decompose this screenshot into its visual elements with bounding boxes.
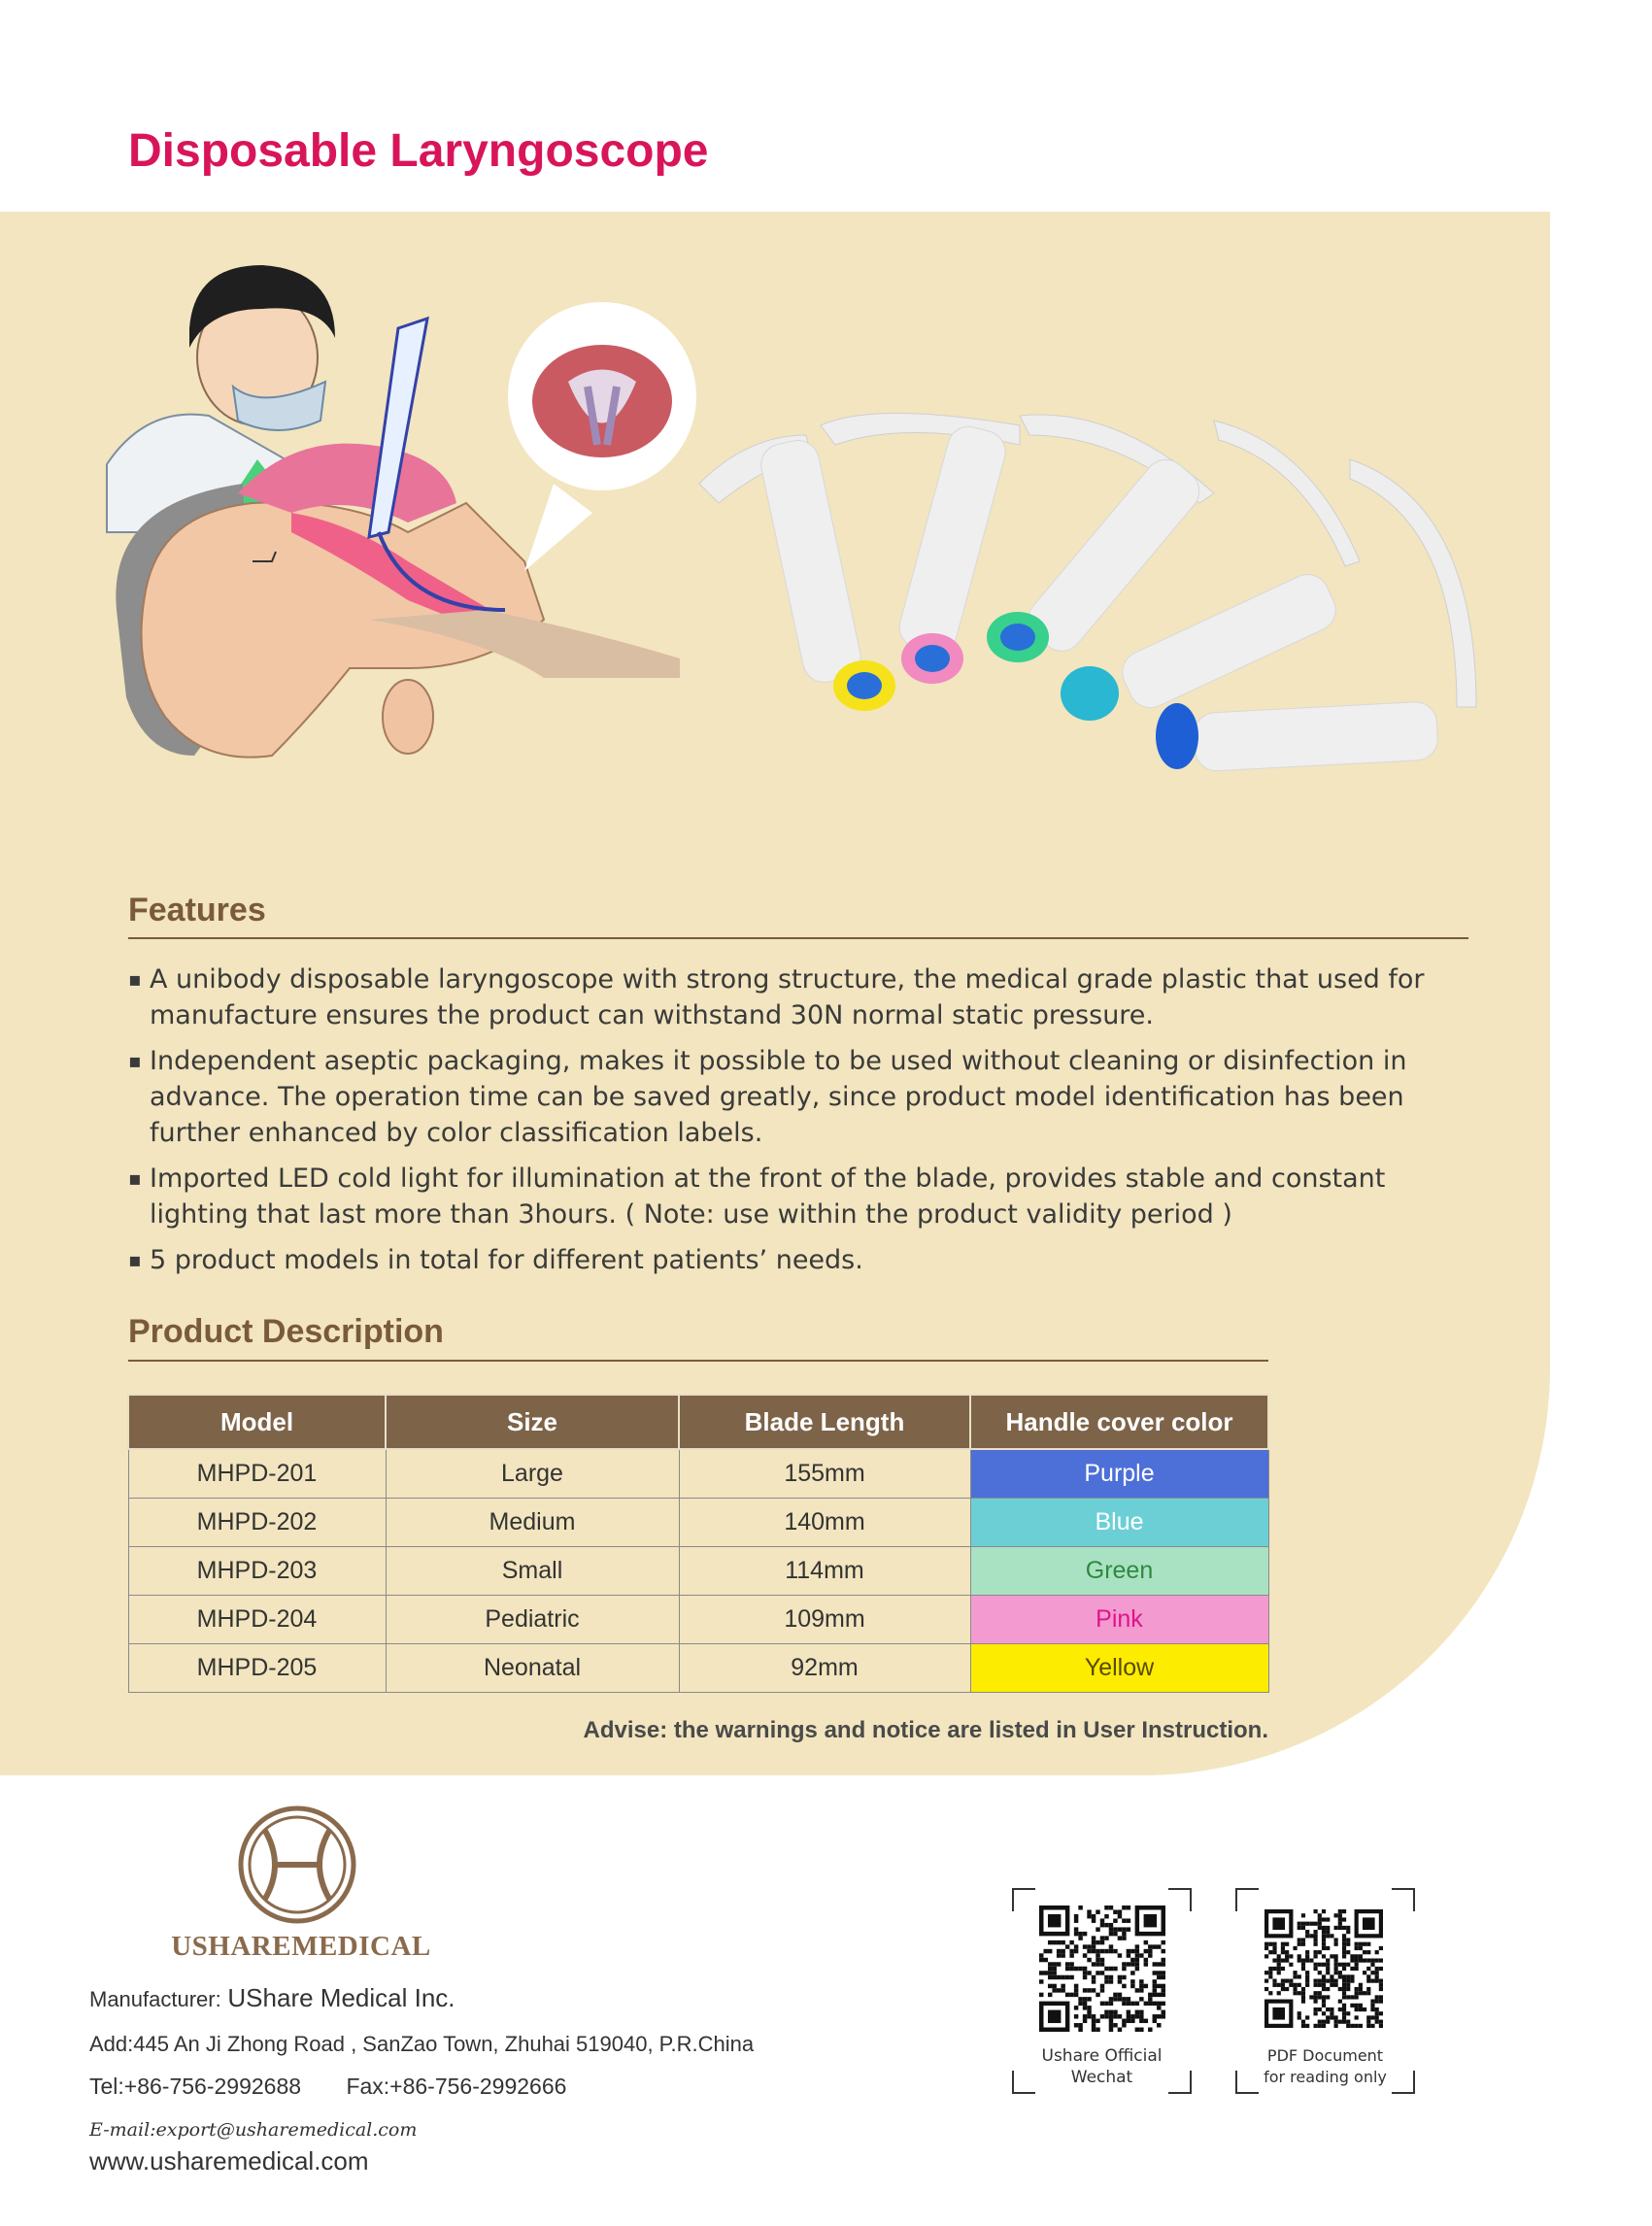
email: E-mail:export@usharemedical.com (89, 2119, 418, 2141)
blade-length-cell: 155mm (679, 1449, 970, 1499)
features-list (128, 961, 1488, 1288)
manufacturer-label: Manufacturer: (89, 1987, 221, 2011)
qr-caption: Ushare Official Wechat (1041, 2046, 1163, 2087)
brand-name: USHAREMEDICAL (171, 1931, 431, 1962)
bullet-icon: ▪ (128, 967, 142, 991)
size-cell: Neonatal (386, 1644, 679, 1693)
table-row (128, 1596, 1268, 1644)
product-illustration (0, 212, 1550, 892)
ushare-logo-icon (236, 1804, 358, 1926)
blade-length-cell: 92mm (679, 1644, 970, 1693)
model-cell: MHPD-204 (128, 1596, 386, 1644)
qr-caption: PDF Document for reading only (1264, 2046, 1387, 2086)
blade-length-cell: 140mm (679, 1499, 970, 1547)
features-divider (128, 937, 1468, 939)
table-row (128, 1547, 1268, 1596)
feature-item: ▪ A unibody disposable laryngoscope with strong structure, the medical grade plastic that used for manufacture ensures the product can withstand 30N normal static pressure. (128, 961, 1488, 1033)
product-description-heading: Product Description (128, 1313, 444, 1350)
tel: Tel:+86-756-2992688 (89, 2074, 302, 2099)
phone-line (89, 2074, 566, 2100)
feature-item: ▪ Imported LED cold light for illumination at the front of the blade, provides stable and constant lighting that last more than 3hours. ( Note: use within the product validity period ) (128, 1161, 1488, 1232)
column-header-handle-color: Handle cover color (970, 1395, 1268, 1449)
qr-code-icon (1264, 1909, 1383, 2028)
bullet-icon: ▪ (128, 1248, 142, 1271)
table-header-row (128, 1395, 1268, 1449)
advise-note: Advise: the warnings and notice are listed in User Instruction. (583, 1717, 1268, 1743)
blade-length-cell: 114mm (679, 1547, 970, 1596)
handle-color-cell: Blue (970, 1499, 1268, 1547)
fax: Fax:+86-756-2992666 (346, 2074, 567, 2099)
features-heading: Features (128, 892, 266, 928)
manufacturer-line (89, 1983, 455, 2013)
laryngoscope-blades (699, 414, 1476, 772)
size-cell: Small (386, 1547, 679, 1596)
size-cell: Pediatric (386, 1596, 679, 1644)
blade-yellow (699, 435, 895, 711)
column-header-model: Model (128, 1395, 386, 1449)
model-cell: MHPD-202 (128, 1499, 386, 1547)
handle-color-cell: Green (970, 1547, 1268, 1596)
handle-color-cell: Pink (970, 1596, 1268, 1644)
product-description-divider (128, 1360, 1268, 1362)
address: Add:445 An Ji Zhong Road , SanZao Town, Zhuhai 519040, P.R.China (89, 2032, 755, 2056)
table-row (128, 1644, 1268, 1693)
product-spec-table (127, 1394, 1269, 1693)
table-row (128, 1449, 1268, 1499)
handle-color-cell: Yellow (970, 1644, 1268, 1693)
size-cell: Medium (386, 1499, 679, 1547)
page-title: Disposable Laryngoscope (128, 125, 709, 177)
handle-color-cell: Purple (970, 1449, 1268, 1499)
blade-length-cell: 109mm (679, 1596, 970, 1644)
column-header-size: Size (386, 1395, 679, 1449)
vocal-cords-inset (508, 302, 696, 571)
qr-code-icon (1039, 1906, 1165, 2032)
model-cell: MHPD-203 (128, 1547, 386, 1596)
feature-item: ▪ Independent aseptic packaging, makes it possible to be used without cleaning or disinfection in advance. The operation time can be saved greatly, since product model identification has been further enhanced by color classification labels. (128, 1043, 1488, 1151)
blade-green (987, 415, 1214, 662)
column-header-blade-length: Blade Length (679, 1395, 970, 1449)
bullet-icon: ▪ (128, 1166, 142, 1190)
manufacturer-name: UShare Medical Inc. (227, 1983, 455, 2012)
table-row (128, 1499, 1268, 1547)
model-cell: MHPD-201 (128, 1449, 386, 1499)
model-cell: MHPD-205 (128, 1644, 386, 1693)
qr-pdf (1235, 1888, 1415, 2094)
bullet-icon: ▪ (128, 1049, 142, 1072)
feature-item: ▪ 5 product models in total for different patients’ needs. (128, 1242, 1488, 1278)
website-link[interactable]: www.usharemedical.com (89, 2146, 369, 2175)
size-cell: Large (386, 1449, 679, 1499)
qr-wechat (1012, 1888, 1192, 2094)
